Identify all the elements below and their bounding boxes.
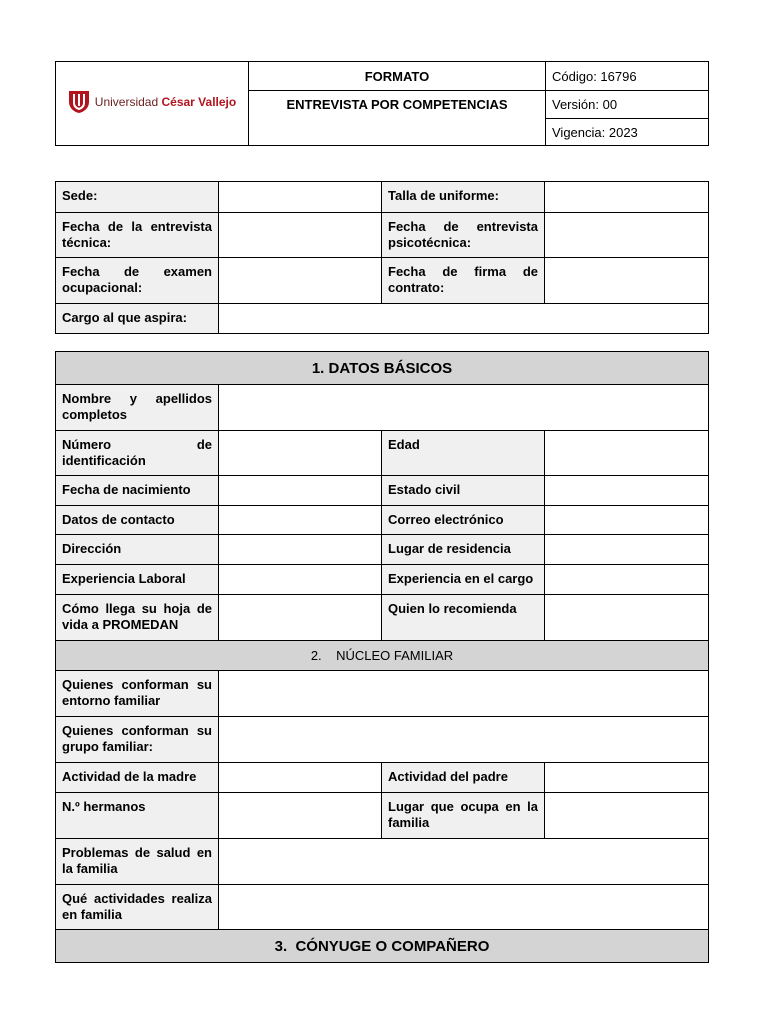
estado-civil-label: Estado civil (382, 476, 545, 506)
experiencia-field[interactable] (219, 565, 382, 595)
nombre-field[interactable] (219, 385, 709, 431)
fecha-psico-line2: psicotécnica: (388, 235, 472, 250)
hoja-vida-line1: Cómo llega su hoja de (62, 601, 212, 616)
firma-line1: Fecha de firma de (388, 264, 538, 279)
contacto-label: Datos de contacto (56, 506, 219, 535)
actividades-line1: Qué actividades realiza (62, 891, 212, 906)
fecha-tecnica-line1: Fecha de la entrevista (62, 219, 212, 234)
talla-field[interactable] (545, 182, 709, 213)
salud-line2: la familia (62, 861, 118, 876)
recomienda-field[interactable] (545, 595, 709, 641)
numero-id-field[interactable] (219, 431, 382, 476)
padre-field[interactable] (545, 763, 709, 793)
estado-civil-field[interactable] (545, 476, 709, 506)
entorno-label (56, 671, 219, 717)
examen-line1: Fecha de examen (62, 264, 212, 279)
hoja-vida-line2: vida a PROMEDAN (62, 617, 179, 632)
grupo-label (56, 717, 219, 763)
hoja-vida-label (56, 595, 219, 641)
salud-field[interactable] (219, 839, 709, 885)
correo-field[interactable] (545, 506, 709, 535)
edad-field[interactable] (545, 431, 709, 476)
fecha-psico-line1: Fecha de entrevista (388, 219, 538, 234)
sede-label: Sede: (56, 182, 219, 213)
nombre-line1: Nombre y apellidos (62, 391, 212, 406)
direccion-field[interactable] (219, 535, 382, 565)
residencia-field[interactable] (545, 535, 709, 565)
cargo-label: Cargo al que aspira: (56, 304, 219, 334)
section-conyuge: 3. CÓNYUGE O COMPAÑERO (56, 930, 709, 963)
talla-label: Talla de uniforme: (382, 182, 545, 213)
residencia-label: Lugar de residencia (382, 535, 545, 565)
padre-label: Actividad del padre (382, 763, 545, 793)
madre-field[interactable] (219, 763, 382, 793)
grupo-field[interactable] (219, 717, 709, 763)
recomienda-label: Quien lo recomienda (382, 595, 545, 641)
correo-label: Correo electrónico (382, 506, 545, 535)
numero-id-line2: identificación (62, 453, 146, 468)
fecha-tecnica-field[interactable] (219, 213, 382, 258)
section-nucleo-familiar: 2. NÚCLEO FAMILIAR (56, 641, 709, 671)
salud-label (56, 839, 219, 885)
cargo-field[interactable] (219, 304, 709, 334)
form-subtitle: ENTREVISTA POR COMPETENCIAS (249, 91, 546, 146)
exp-cargo-field[interactable] (545, 565, 709, 595)
main-form-table (55, 351, 709, 963)
shield-logo-icon (68, 90, 90, 114)
fecha-tecnica-line2: técnica: (62, 235, 112, 250)
contacto-field[interactable] (219, 506, 382, 535)
nombre-line2: completos (62, 407, 128, 422)
firma-label (382, 258, 545, 304)
exp-cargo-label: Experiencia en el cargo (382, 565, 545, 595)
madre-label: Actividad de la madre (56, 763, 219, 793)
nombre-label (56, 385, 219, 431)
lugar-familia-field[interactable] (545, 793, 709, 839)
salud-line1: Problemas de salud en (62, 845, 212, 860)
numero-id-label (56, 431, 219, 476)
hoja-vida-field[interactable] (219, 595, 382, 641)
section-datos-basicos: 1. DATOS BÁSICOS (56, 352, 709, 385)
lugar-familia-label (382, 793, 545, 839)
university-logo (68, 90, 236, 114)
logo-text-normal: Universidad (94, 95, 162, 109)
numero-id-line1: Número de (62, 437, 212, 452)
sede-field[interactable] (219, 182, 382, 213)
firma-field[interactable] (545, 258, 709, 304)
firma-line2: contrato: (388, 280, 445, 295)
format-title: FORMATO (249, 62, 546, 91)
hermanos-field[interactable] (219, 793, 382, 839)
entorno-line2: entorno familiar (62, 693, 161, 708)
entorno-line1: Quienes conforman su (62, 677, 212, 692)
nacimiento-field[interactable] (219, 476, 382, 506)
nacimiento-label: Fecha de nacimiento (56, 476, 219, 506)
general-info-table (55, 181, 709, 334)
logo-cell (56, 62, 249, 146)
examen-field[interactable] (219, 258, 382, 304)
examen-label (56, 258, 219, 304)
fecha-tecnica-label (56, 213, 219, 258)
version-label: Versión: 00 (546, 91, 709, 119)
actividades-line2: en familia (62, 907, 122, 922)
hermanos-label: N.º hermanos (56, 793, 219, 839)
entorno-field[interactable] (219, 671, 709, 717)
experiencia-label: Experiencia Laboral (56, 565, 219, 595)
examen-line2: ocupacional: (62, 280, 143, 295)
lugar-familia-line2: familia (388, 815, 430, 830)
actividades-label (56, 885, 219, 930)
actividades-field[interactable] (219, 885, 709, 930)
fecha-psico-field[interactable] (545, 213, 709, 258)
grupo-line1: Quienes conforman su (62, 723, 212, 738)
edad-label: Edad (382, 431, 545, 476)
direccion-label: Dirección (56, 535, 219, 565)
lugar-familia-line1: Lugar que ocupa en la (388, 799, 538, 814)
logo-text-bold: César Vallejo (161, 95, 237, 109)
fecha-psico-label (382, 213, 545, 258)
header-table (55, 61, 709, 146)
validity-label: Vigencia: 2023 (546, 119, 709, 146)
grupo-line2: grupo familiar: (62, 739, 154, 754)
code-label: Código: 16796 (546, 62, 709, 91)
